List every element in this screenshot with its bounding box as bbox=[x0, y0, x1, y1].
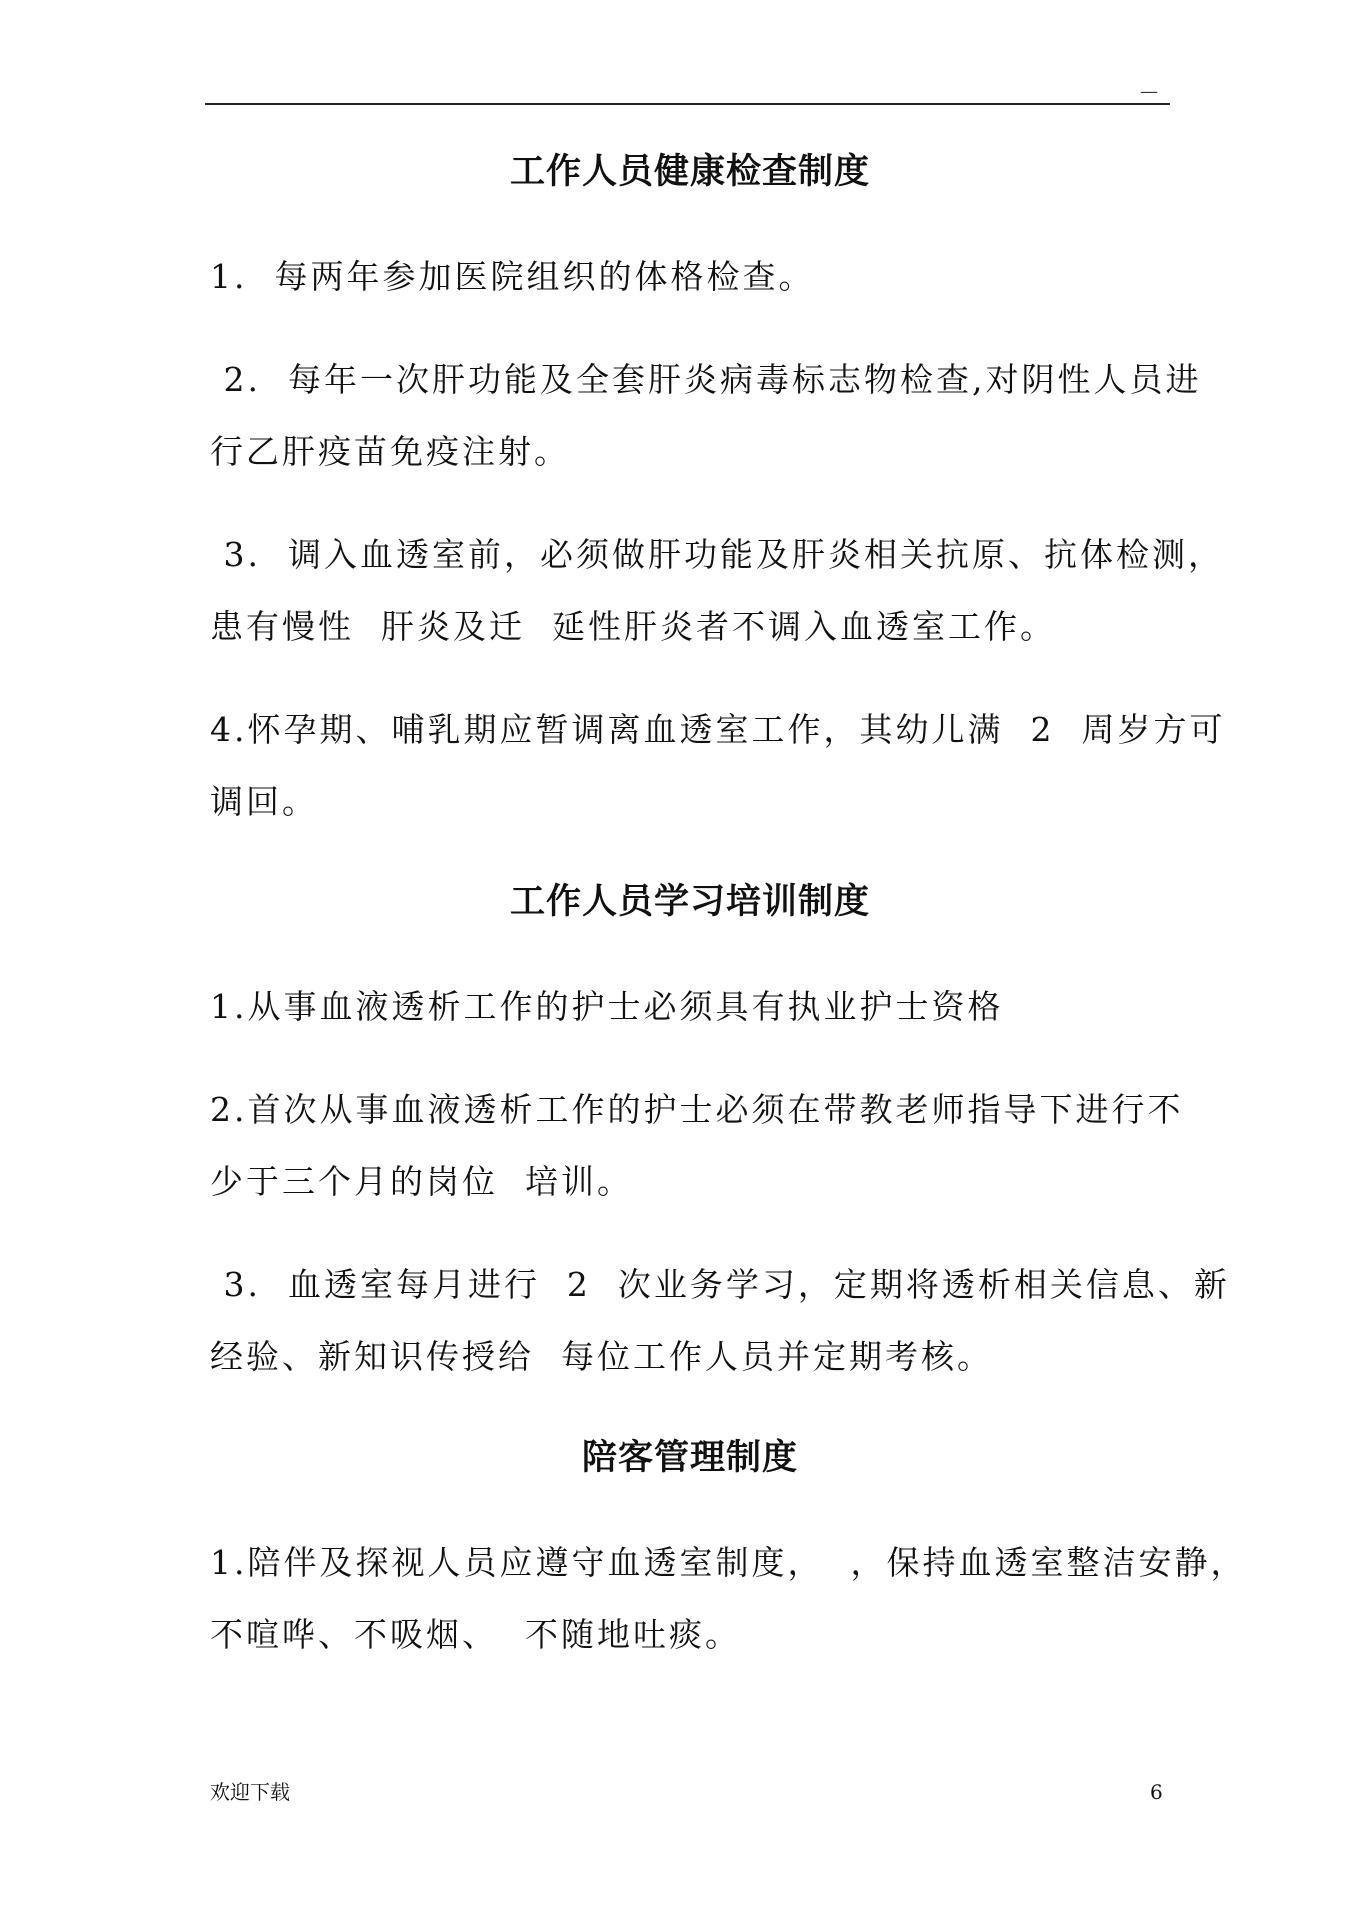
paragraph-line: 患有慢性 肝炎及迁 延性肝炎者不调入血透室工作。 bbox=[210, 607, 1056, 646]
footer-text: 欢迎下载 bbox=[210, 1780, 290, 1804]
paragraph-line: 1.从事血液透析工作的护士必须具有执业护士资格 bbox=[210, 987, 1004, 1026]
paragraph-line: 少于三个月的岗位 培训。 bbox=[210, 1162, 633, 1201]
section-title-visitor: 陪客管理制度 bbox=[581, 1437, 798, 1478]
paragraph-line: 2. 每年一次肝功能及全套肝炎病毒标志物检查,对阴性人员进 bbox=[210, 360, 1202, 399]
header-mark: — bbox=[1140, 81, 1158, 102]
paragraph-line: 行乙肝疫苗免疫注射。 bbox=[210, 432, 570, 471]
paragraph-line: 4.怀孕期、哺乳期应暂调离血透室工作，其幼儿满 2 周岁方可 bbox=[210, 710, 1226, 749]
section-title-health-check: 工作人员健康检查制度 bbox=[509, 151, 870, 192]
paragraph-line: 1. 每两年参加医院组织的体格检查。 bbox=[210, 257, 815, 296]
section-title-training: 工作人员学习培训制度 bbox=[509, 881, 870, 922]
paragraph-line: 经验、新知识传授给 每位工作人员并定期考核。 bbox=[210, 1337, 993, 1376]
paragraph-line: 3. 调入血透室前，必须做肝功能及肝炎相关抗原、抗体检测， bbox=[210, 535, 1224, 574]
paragraph-line: 不喧哗、不吸烟、 不随地吐痰。 bbox=[210, 1615, 741, 1654]
paragraph-line: 调回。 bbox=[210, 782, 318, 821]
paragraph-line: 2.首次从事血液透析工作的护士必须在带教老师指导下进行不 bbox=[210, 1090, 1184, 1129]
paragraph-line: 3. 血透室每月进行 2 次业务学习，定期将透析相关信息、新 bbox=[210, 1265, 1230, 1304]
paragraph-line: 1.陪伴及探视人员应遵守血透室制度， ，保持血透室整洁安静， bbox=[210, 1543, 1247, 1582]
header-rule bbox=[205, 103, 1170, 105]
page-number: 6 bbox=[1150, 1780, 1163, 1804]
